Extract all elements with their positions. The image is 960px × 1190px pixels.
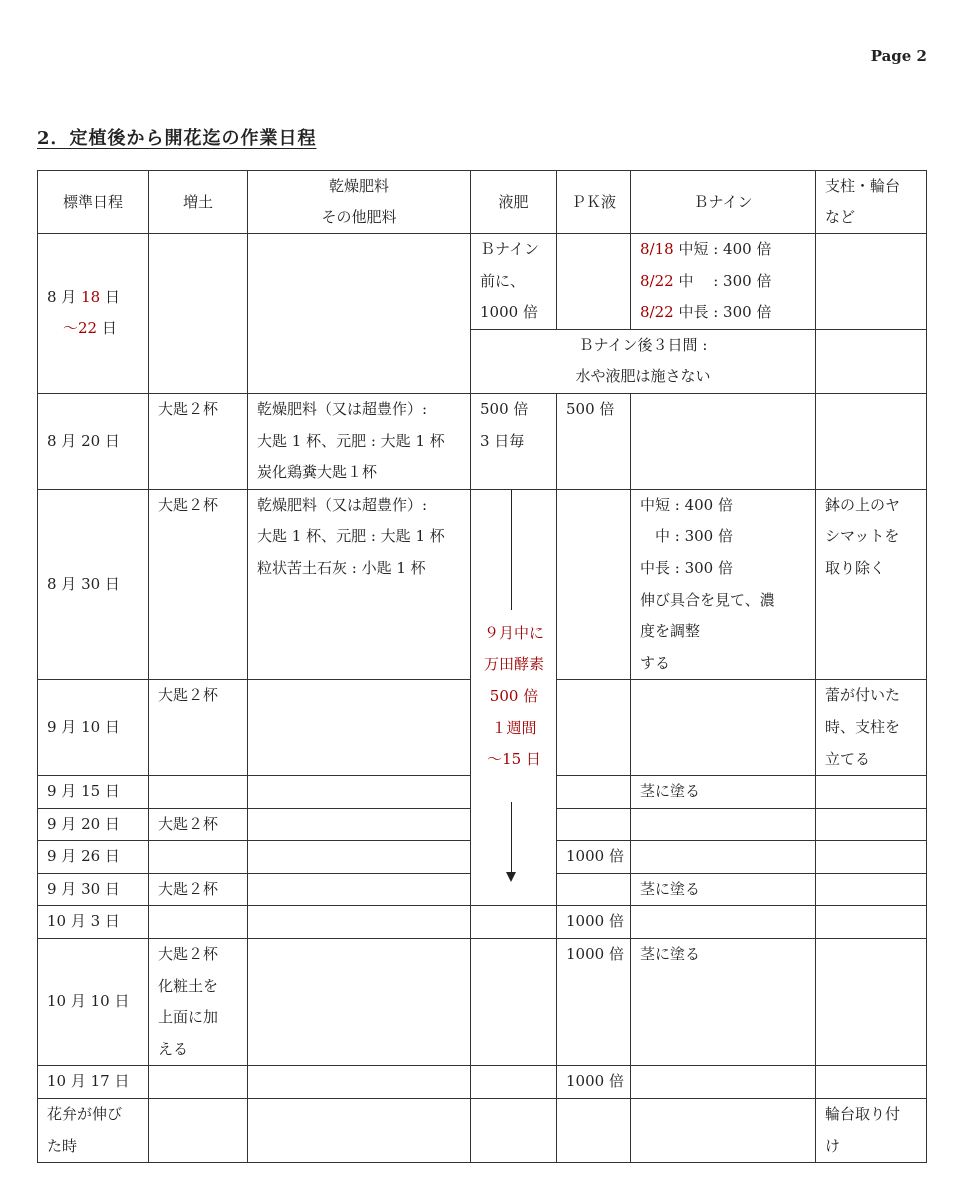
liquid-line: 3 日毎 bbox=[480, 431, 525, 450]
date-text: 8 月 bbox=[47, 287, 82, 306]
cell-bnine bbox=[631, 906, 816, 939]
cell-bnine bbox=[631, 841, 816, 874]
table-row bbox=[38, 939, 927, 1066]
header-schedule: 標準日程 bbox=[38, 171, 149, 234]
fertilizer-line: 大匙 1 杯、元肥 : 大匙 1 杯 bbox=[257, 431, 445, 450]
cell-pk: 1000 倍 bbox=[557, 939, 631, 1066]
cell-fertilizer bbox=[248, 841, 471, 874]
header-support bbox=[816, 171, 927, 234]
fertilizer-line: 炭化鶏糞大匙１杯 bbox=[257, 463, 378, 482]
cell-fertilizer bbox=[248, 939, 471, 1066]
bnine-line: 中短 : 400 倍 bbox=[640, 495, 733, 514]
cell-fertilizer bbox=[248, 234, 471, 394]
cell-date bbox=[38, 1099, 149, 1163]
cell-bnine: 茎に塗る bbox=[631, 939, 816, 1066]
liquid-span-line: １週間 bbox=[491, 718, 537, 737]
date-line: た時 bbox=[47, 1136, 78, 1155]
cell-bnine bbox=[631, 234, 816, 330]
cell-liquid bbox=[471, 1066, 557, 1099]
bnine-date: 8/22 bbox=[640, 303, 674, 322]
cell-pk bbox=[557, 680, 631, 776]
cell-soil bbox=[149, 939, 248, 1066]
cell-support bbox=[816, 489, 927, 680]
date-line: 花弁が伸び bbox=[47, 1105, 123, 1124]
header-pk: ＰＫ液 bbox=[557, 171, 631, 234]
cell-fertilizer bbox=[248, 393, 471, 489]
liquid-span-line: 500 倍 bbox=[489, 686, 539, 705]
cell-support bbox=[816, 680, 927, 776]
fertilizer-line: 大匙 1 杯、元肥 : 大匙 1 杯 bbox=[257, 527, 445, 546]
support-line: 取り除く bbox=[825, 558, 886, 577]
cell-bnine: 茎に塗る bbox=[631, 776, 816, 809]
bnine-note-line: 水や液肥は施さない bbox=[575, 367, 711, 386]
cell-support bbox=[816, 329, 927, 393]
cell-support bbox=[816, 841, 927, 874]
soil-line: 化粧土を bbox=[158, 976, 219, 995]
cell-date: 9 月 10 日 bbox=[38, 680, 149, 776]
header-fertilizer bbox=[248, 171, 471, 234]
header-soil: 増土 bbox=[149, 171, 248, 234]
bnine-text: 中短 : 400 倍 bbox=[673, 240, 772, 258]
cell-date: 9 月 30 日 bbox=[38, 873, 149, 906]
bnine-date: 8/18 bbox=[640, 240, 674, 258]
cell-bnine bbox=[631, 1099, 816, 1163]
liquid-span-text bbox=[471, 618, 557, 776]
cell-support bbox=[816, 776, 927, 809]
fertilizer-line: 粒状苦土石灰 : 小匙 1 杯 bbox=[257, 558, 426, 577]
cell-bnine-note bbox=[471, 329, 816, 393]
date-text: 日 bbox=[100, 287, 120, 306]
bnine-text: 中長 : 300 倍 bbox=[673, 303, 772, 322]
table-row bbox=[38, 906, 927, 939]
bnine-line: する bbox=[640, 653, 671, 672]
liquid-span-line: ～15 日 bbox=[487, 750, 541, 769]
support-line: 輪台取り付 bbox=[825, 1105, 901, 1124]
table-row bbox=[38, 393, 927, 489]
cell-fertilizer bbox=[248, 680, 471, 776]
cell-date: 8 月 30 日 bbox=[38, 489, 149, 680]
bnine-line: 中 : 300 倍 bbox=[640, 527, 733, 546]
cell-pk bbox=[557, 873, 631, 906]
table-row bbox=[38, 489, 927, 680]
support-line: け bbox=[825, 1136, 841, 1155]
soil-line: 大匙２杯 bbox=[158, 945, 219, 964]
cell-fertilizer bbox=[248, 1099, 471, 1163]
cell-liquid bbox=[471, 1099, 557, 1163]
cell-fertilizer bbox=[248, 489, 471, 680]
cell-soil bbox=[149, 1066, 248, 1099]
date-text: 日 bbox=[97, 319, 117, 338]
bnine-line: 中長 : 300 倍 bbox=[640, 558, 733, 577]
schedule-table bbox=[37, 170, 927, 1163]
fertilizer-line: 乾燥肥料（又は超豊作）: bbox=[257, 399, 428, 418]
liquid-span-line: 万田酵素 bbox=[483, 655, 544, 674]
header-row bbox=[38, 171, 927, 234]
cell-liquid bbox=[471, 906, 557, 939]
cell-soil: 大匙２杯 bbox=[149, 873, 248, 906]
cell-support bbox=[816, 873, 927, 906]
cell-pk bbox=[557, 1099, 631, 1163]
cell-fertilizer bbox=[248, 906, 471, 939]
bnine-note-line: Ｂナイン後３日間 : bbox=[578, 335, 708, 354]
liquid-line: 1000 倍 bbox=[480, 303, 538, 322]
bnine-date: 8/22 bbox=[640, 271, 674, 290]
cell-soil: 大匙２杯 bbox=[149, 489, 248, 680]
date-highlight: 18 bbox=[81, 287, 101, 306]
header-liquid: 液肥 bbox=[471, 171, 557, 234]
cell-soil: 大匙２杯 bbox=[149, 808, 248, 841]
cell-liquid bbox=[471, 234, 557, 330]
cell-bnine bbox=[631, 680, 816, 776]
cell-fertilizer bbox=[248, 1066, 471, 1099]
cell-soil: 大匙２杯 bbox=[149, 393, 248, 489]
cell-support bbox=[816, 393, 927, 489]
cell-bnine: 茎に塗る bbox=[631, 873, 816, 906]
cell-soil bbox=[149, 776, 248, 809]
cell-support bbox=[816, 234, 927, 330]
cell-bnine bbox=[631, 808, 816, 841]
cell-date: 9 月 26 日 bbox=[38, 841, 149, 874]
cell-fertilizer bbox=[248, 873, 471, 906]
cell-liquid bbox=[471, 393, 557, 489]
support-line: 時、支柱を bbox=[825, 717, 901, 736]
table-row bbox=[38, 1066, 927, 1099]
cell-pk: 500 倍 bbox=[557, 393, 631, 489]
cell-support bbox=[816, 1099, 927, 1163]
cell-pk bbox=[557, 489, 631, 680]
cell-pk: 1000 倍 bbox=[557, 906, 631, 939]
support-line: 鉢の上のヤ bbox=[825, 495, 901, 514]
bnine-line: 度を調整 bbox=[640, 622, 701, 641]
support-line: 立てる bbox=[825, 749, 871, 768]
cell-date: 8 月 20 日 bbox=[38, 393, 149, 489]
cell-date: 9 月 15 日 bbox=[38, 776, 149, 809]
cell-fertilizer bbox=[248, 776, 471, 809]
header-fertilizer-line1: 乾燥肥料 bbox=[328, 177, 389, 195]
cell-pk bbox=[557, 234, 631, 330]
fertilizer-line: 乾燥肥料（又は超豊作）: bbox=[257, 495, 428, 514]
cell-support bbox=[816, 906, 927, 939]
cell-bnine bbox=[631, 393, 816, 489]
liquid-line: 500 倍 bbox=[480, 399, 529, 418]
header-support-line2: など bbox=[825, 208, 856, 226]
cell-soil bbox=[149, 1099, 248, 1163]
cell-date: 9 月 20 日 bbox=[38, 808, 149, 841]
bnine-line: 伸び具合を見て、濃 bbox=[640, 590, 775, 609]
header-fertilizer-line2: その他肥料 bbox=[321, 208, 397, 226]
cell-pk bbox=[557, 776, 631, 809]
cell-bnine bbox=[631, 489, 816, 680]
support-line: 蕾が付いた bbox=[825, 686, 901, 705]
cell-soil bbox=[149, 841, 248, 874]
support-line: シマットを bbox=[825, 527, 900, 546]
cell-date bbox=[38, 234, 149, 394]
header-bnine: Ｂナイン bbox=[631, 171, 816, 234]
cell-soil bbox=[149, 234, 248, 394]
soil-line: える bbox=[158, 1039, 189, 1058]
table-row bbox=[38, 234, 927, 330]
cell-liquid bbox=[471, 939, 557, 1066]
cell-soil bbox=[149, 906, 248, 939]
soil-line: 上面に加 bbox=[158, 1008, 219, 1027]
bnine-text: 中 : 300 倍 bbox=[673, 271, 772, 290]
arrow-shaft bbox=[511, 802, 512, 872]
cell-soil: 大匙２杯 bbox=[149, 680, 248, 776]
date-highlight: ～22 bbox=[63, 319, 98, 338]
liquid-line: 前に、 bbox=[480, 271, 526, 290]
cell-pk: 1000 倍 bbox=[557, 1066, 631, 1099]
cell-support bbox=[816, 808, 927, 841]
cell-bnine bbox=[631, 1066, 816, 1099]
cell-date: 10 月 10 日 bbox=[38, 939, 149, 1066]
cell-support bbox=[816, 939, 927, 1066]
page-number: Page 2 bbox=[870, 47, 927, 65]
cell-date: 10 月 17 日 bbox=[38, 1066, 149, 1099]
continuation-line bbox=[511, 489, 512, 610]
cell-pk: 1000 倍 bbox=[557, 841, 631, 874]
table-row bbox=[38, 1099, 927, 1163]
cell-fertilizer bbox=[248, 808, 471, 841]
section-title: 2．定植後から開花迄の作業日程 bbox=[37, 128, 317, 149]
header-support-line1: 支柱・輪台 bbox=[825, 177, 901, 195]
cell-date: 10 月 3 日 bbox=[38, 906, 149, 939]
liquid-span-line: ９月中に bbox=[483, 623, 544, 642]
cell-support bbox=[816, 1066, 927, 1099]
liquid-line: Ｂナイン bbox=[480, 240, 539, 258]
cell-pk bbox=[557, 808, 631, 841]
arrow-down-icon bbox=[506, 872, 516, 882]
cell-liquid-span bbox=[471, 489, 557, 906]
